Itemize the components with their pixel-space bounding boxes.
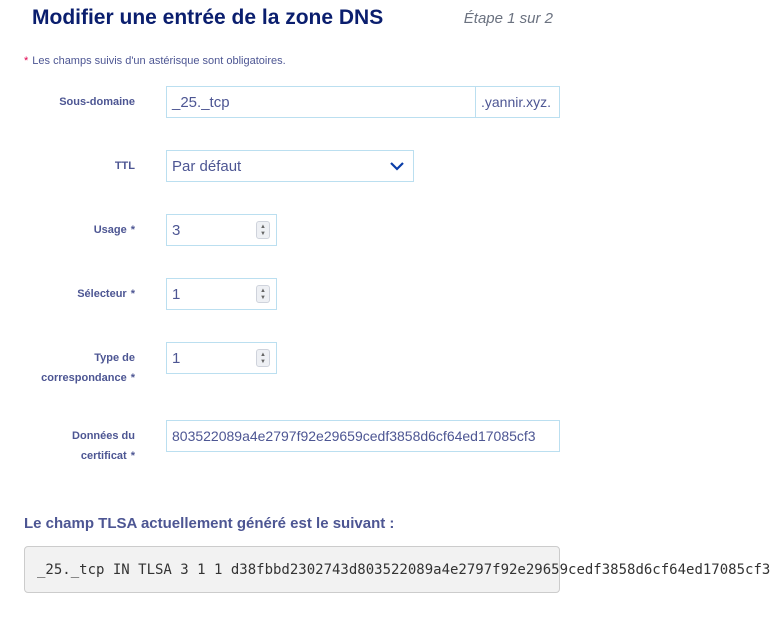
match-type-value: 1	[172, 349, 181, 367]
required-star: *	[24, 55, 29, 67]
match-type-stepper[interactable]	[256, 349, 270, 367]
page-title: Modifier une entrée de la zone DNS	[32, 6, 384, 29]
page-header	[32, 4, 553, 32]
required-fields-note	[24, 55, 286, 67]
selector-stepper[interactable]	[256, 285, 270, 303]
cert-data-label	[72, 426, 135, 466]
selector-label	[77, 284, 135, 304]
usage-value: 3	[172, 221, 181, 239]
subdomain-label: Sous-domaine	[59, 96, 135, 108]
subdomain-input[interactable]	[166, 86, 476, 118]
match-type-label	[41, 348, 135, 388]
ttl-label: TTL	[114, 160, 135, 172]
usage-label-text: Usage	[93, 224, 127, 236]
selector-required-star: *	[130, 288, 135, 300]
ttl-select[interactable]	[166, 150, 414, 182]
cert-data-label-line2: certificat	[80, 450, 127, 462]
ttl-selected-value: Par défaut	[172, 157, 242, 175]
chevron-down-icon: ▼	[260, 294, 266, 301]
chevron-down-icon: ▼	[260, 230, 266, 237]
usage-label	[94, 220, 135, 240]
selector-input[interactable]	[166, 278, 277, 310]
match-type-required-star: *	[130, 372, 135, 384]
match-type-label-line2: correspondance	[41, 372, 127, 384]
selector-label-text: Sélecteur	[77, 288, 127, 300]
usage-required-star: *	[130, 224, 135, 236]
chevron-down-icon: ▼	[260, 358, 266, 365]
required-note-text: Les champs suivis d'un astérisque sont obligatoires.	[32, 55, 286, 67]
generated-record-text: _25._tcp IN TLSA 3 1 1 d38fbbd2302743d803522089a4e2797f92e29659cedf3858d6cf64ed17085cf3	[37, 561, 770, 578]
chevron-up-icon: ▲	[260, 287, 266, 294]
cert-data-label-line1: Données du	[72, 430, 135, 442]
subdomain-value: _25._tcp	[172, 93, 230, 111]
generated-record-title: Le champ TLSA actuellement généré est le suivant :	[24, 515, 395, 532]
usage-stepper[interactable]	[256, 221, 270, 239]
match-type-label-line1: Type de	[94, 352, 135, 364]
chevron-up-icon: ▲	[260, 223, 266, 230]
cert-data-required-star: *	[130, 450, 135, 462]
cert-data-input[interactable]	[166, 420, 560, 452]
generated-record-box	[24, 546, 770, 593]
match-type-input[interactable]	[166, 342, 277, 374]
domain-suffix: .yannir.xyz.	[475, 86, 560, 118]
chevron-up-icon: ▲	[260, 351, 266, 358]
cert-data-value: 803522089a4e2797f92e29659cedf3858d6cf64ed17085cf3	[172, 428, 536, 444]
selector-value: 1	[172, 285, 181, 303]
chevron-down-icon	[389, 158, 405, 174]
usage-input[interactable]	[166, 214, 277, 246]
step-indicator: Étape 1 sur 2	[463, 9, 553, 27]
